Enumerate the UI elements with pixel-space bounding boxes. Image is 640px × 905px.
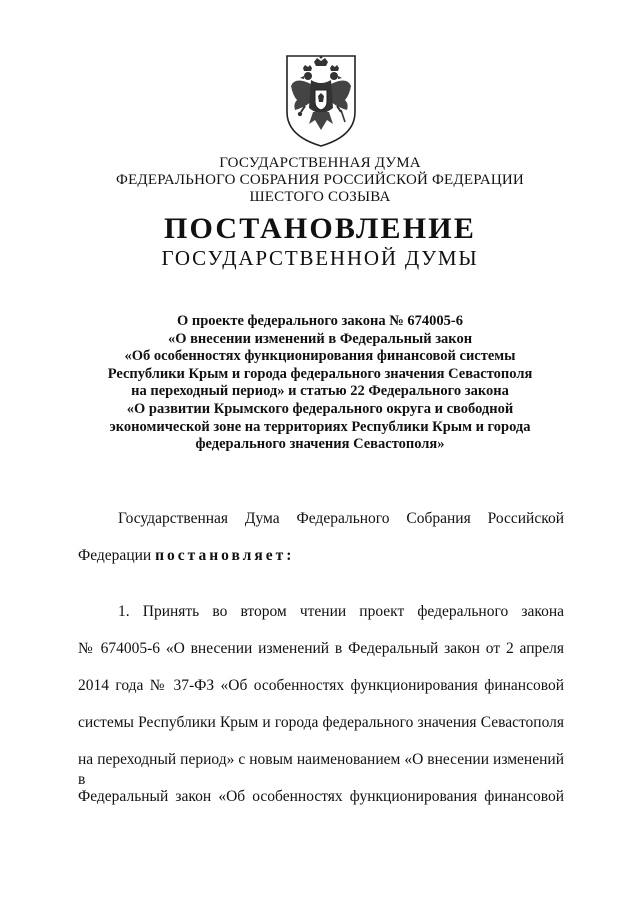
document-subtitle: ГОСУДАРСТВЕННОЙ ДУМЫ bbox=[161, 246, 479, 270]
resolves-word: постановляет: bbox=[155, 547, 295, 564]
paragraph-line: на переходный период» с новым наименованием «О внесении изменений в bbox=[78, 751, 564, 788]
paragraph-line: системы Республики Крым и города федерального значения Севастополя bbox=[78, 714, 564, 731]
convocation-label: ШЕСТОГО СОЗЫВА bbox=[249, 189, 391, 205]
paragraph-line: 1. Принять во втором чтении проект федерального закона bbox=[118, 603, 564, 620]
subject-line: на переходный период» и статью 22 Федерального закона bbox=[131, 383, 509, 400]
subject-line: «Об особенностях функционирования финансовой системы bbox=[124, 348, 516, 365]
preamble-text: Федерации bbox=[78, 547, 156, 564]
subject-line: «О внесении изменений в Федеральный закон bbox=[167, 330, 473, 347]
paragraph-line: 2014 года № 37-ФЗ «Об особенностях функционирования финансовой bbox=[78, 677, 564, 694]
coat-of-arms-emblem bbox=[281, 52, 361, 148]
document-title: ПОСТАНОВЛЕНИЕ bbox=[163, 212, 477, 245]
institution-name: ГОСУДАРСТВЕННАЯ ДУМА bbox=[219, 155, 421, 171]
preamble-line bbox=[78, 546, 294, 566]
subject-line: Республики Крым и города федерального значения Севастополя bbox=[107, 365, 533, 382]
paragraph-line: № 674005-6 «О внесении изменений в Федеральный закон от 2 апреля bbox=[78, 640, 564, 657]
preamble-line: Государственная Дума Федерального Собрания Российской bbox=[118, 510, 564, 527]
paragraph-line: Федеральный закон «Об особенностях функционирования финансовой bbox=[78, 788, 564, 805]
subject-line: экономической зоне на территориях Республики Крым и города bbox=[109, 418, 531, 435]
subject-line: «О развитии Крымского федерального округа и свободной bbox=[126, 400, 514, 417]
subject-line: О проекте федерального закона № 674005-6 bbox=[176, 313, 464, 329]
institution-name-line2: ФЕДЕРАЛЬНОГО СОБРАНИЯ РОССИЙСКОЙ ФЕДЕРАЦИИ bbox=[116, 172, 524, 188]
document-subject bbox=[0, 313, 640, 454]
subject-line: федерального значения Севастополя» bbox=[195, 436, 445, 453]
